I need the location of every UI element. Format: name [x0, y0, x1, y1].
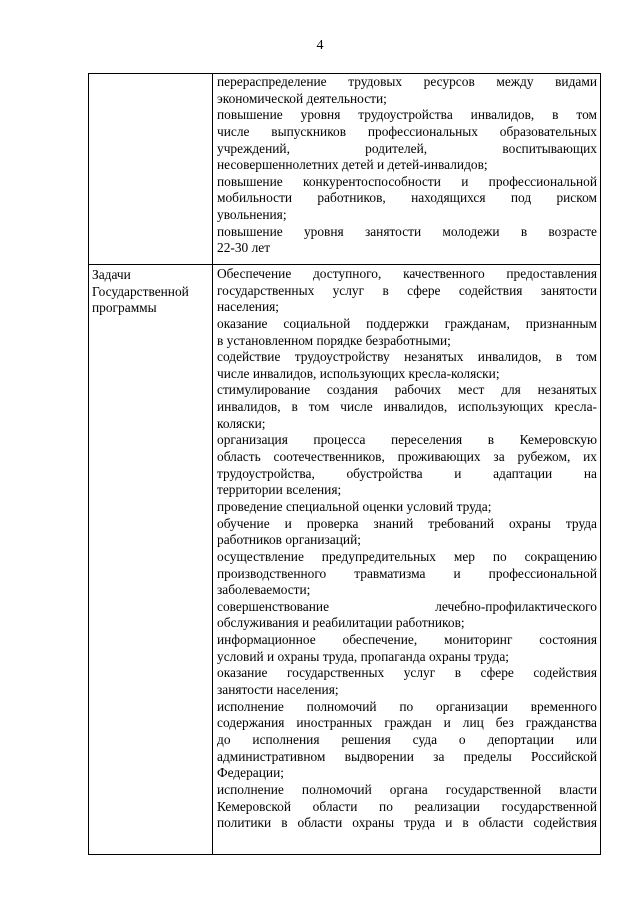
text-line: организация процесса переселения в Кемеровскую [217, 432, 597, 448]
text-line: учреждений, родителей, воспитывающих [217, 140, 597, 156]
text-line: заболеваемости; [217, 582, 311, 598]
table-row [89, 74, 601, 265]
text-line: увольнения; [217, 207, 287, 223]
text-line: перераспределение трудовых ресурсов между видами [217, 74, 597, 89]
text-line: инвалидов, в том числе инвалидов, использующих кресла- [217, 399, 597, 415]
row-content-text [213, 265, 600, 832]
text-line: осуществление предупредительных мер по сокращению [217, 548, 597, 564]
text-line: условий и охраны труда, пропаганда охраны труда; [217, 648, 510, 664]
row-label-line: программы [92, 300, 157, 316]
row-label-line: Задачи [92, 267, 131, 282]
text-line: исполнение полномочий по организации временного [217, 698, 597, 714]
text-line: Кемеровской области по реализации государственной [217, 798, 597, 814]
text-line: коляски; [217, 415, 266, 431]
text-line: работников организаций; [217, 532, 361, 548]
text-line: до исполнения решения суда о депортации или [217, 731, 597, 747]
text-line: политики в области охраны труда и в области содействия [217, 815, 597, 831]
row-label-cell [89, 74, 213, 265]
program-passport-table [88, 73, 601, 855]
text-line: административном выдворении за пределы Российской [217, 748, 597, 764]
text-line: несовершеннолетних детей и детей-инвалидов; [217, 157, 488, 173]
text-line: область соотечественников, проживающих за рубежом, их [217, 449, 597, 465]
text-line: мобильности работников, находящихся под риском [217, 190, 597, 206]
page-number: 4 [316, 38, 324, 53]
text-line: оказание социальной поддержки гражданам, признанным [217, 315, 597, 331]
text-line: территории вселения; [217, 482, 342, 498]
text-line: совершенствование лечебно-профилактического [217, 598, 597, 614]
text-line: Обеспечение доступного, качественного предоставления [217, 266, 597, 281]
row-label-line: Государственной [92, 283, 189, 299]
table-row [89, 265, 601, 855]
row-content-text [213, 74, 600, 257]
text-line: населения; [217, 299, 279, 315]
row-label [89, 74, 212, 78]
text-line: содержания иностранных граждан и лиц без гражданства [217, 715, 597, 731]
text-line: оказание государственных услуг в сфере содействия [217, 665, 597, 681]
row-label-cell [89, 265, 213, 855]
row-content-cell [213, 74, 601, 265]
text-line: занятости населения; [217, 682, 339, 698]
text-line: экономической деятельности; [217, 90, 387, 106]
text-line: числе инвалидов, использующих кресла-коляски; [217, 365, 500, 381]
text-line: проведение специальной оценки условий труда; [217, 498, 492, 514]
row-content-cell [213, 265, 601, 855]
text-line: обучение и проверка знаний требований охраны труда [217, 515, 597, 531]
text-line: в установленном порядке безработными; [217, 332, 451, 348]
text-line: государственных услуг в сфере содействия занятости [217, 282, 597, 298]
row-label [89, 265, 212, 319]
text-line: повышение конкурентоспособности и профессиональной [217, 173, 597, 189]
text-line: содействие трудоустройству незанятых инвалидов, в том [217, 349, 597, 365]
text-line: 22-30 лет [217, 240, 271, 256]
text-line: трудоустройства, обустройства и адаптации на [217, 465, 597, 481]
text-line: стимулирование создания рабочих мест для незанятых [217, 382, 597, 398]
text-line: числе выпускников профессиональных образовательных [217, 123, 597, 139]
text-line: исполнение полномочий органа государственной власти [217, 781, 597, 797]
text-line: повышение уровня трудоустройства инвалидов, в том [217, 107, 597, 123]
text-line: Федерации; [217, 765, 284, 781]
text-line: информационное обеспечение, мониторинг состояния [217, 632, 597, 648]
text-line: повышение уровня занятости молодежи в возрасте [217, 223, 597, 239]
text-line: обслуживания и реабилитации работников; [217, 615, 465, 631]
text-line: производственного травматизма и профессиональной [217, 565, 597, 581]
